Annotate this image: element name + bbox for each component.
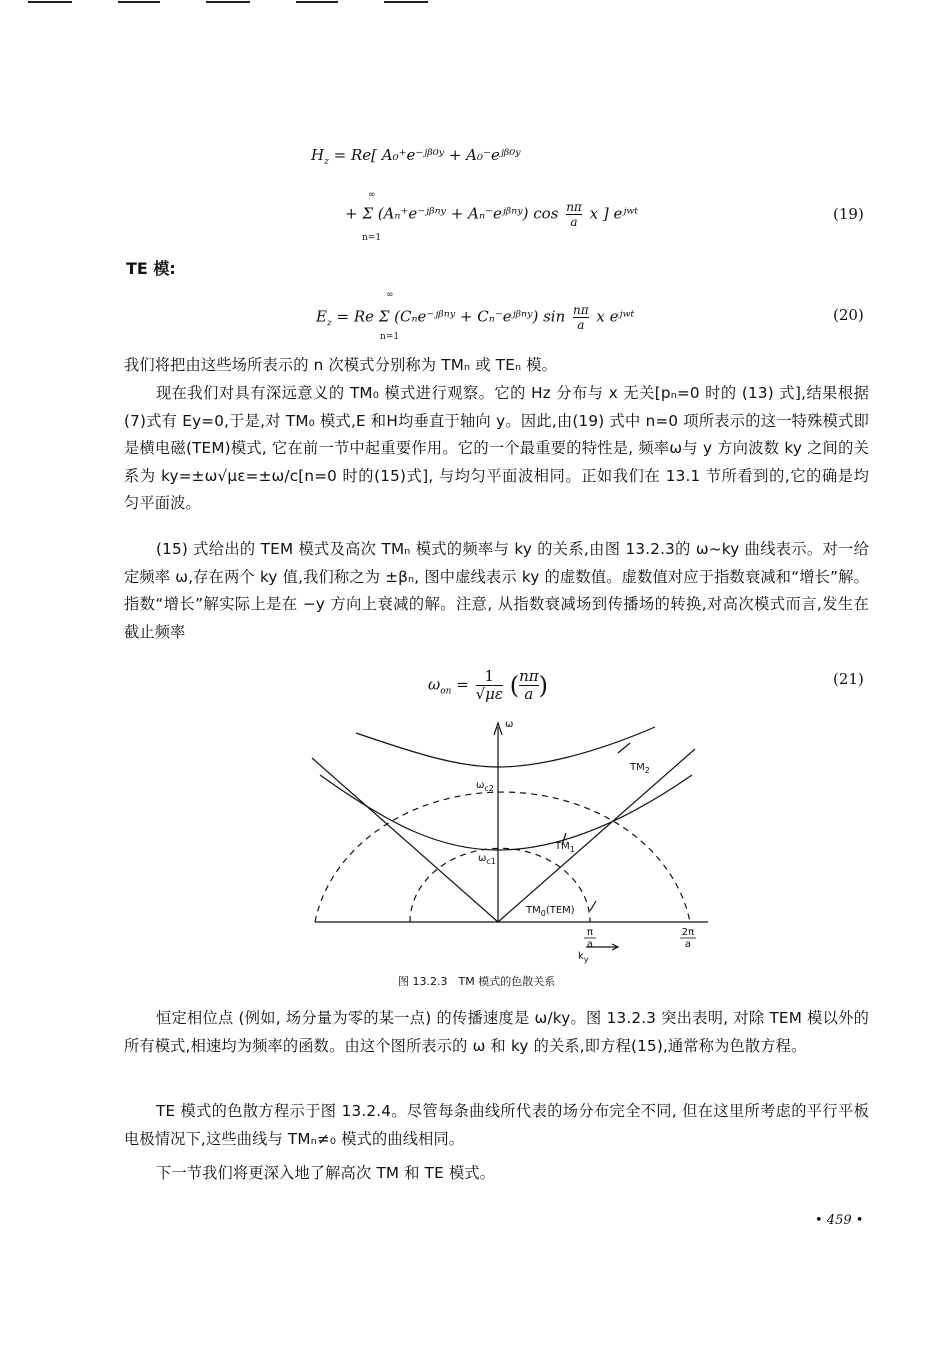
paragraph-6: 下一节我们将更深入地了解高次 TM 和 TE 模式。 bbox=[156, 1164, 496, 1182]
eq20-frac-den: a bbox=[577, 318, 585, 332]
ky-axis-label: $k_y$ bbox=[578, 951, 589, 964]
tm2-curve bbox=[356, 727, 655, 767]
omega-axis-label: ω bbox=[505, 719, 514, 730]
tm2-leader bbox=[618, 743, 630, 753]
tm0-label: $TM_0(TEM)$ bbox=[526, 905, 575, 918]
tick-2pi-over-a-den: a bbox=[684, 939, 692, 950]
page-top-rule bbox=[0, 0, 952, 6]
eq19-number: (19) bbox=[833, 205, 864, 223]
paragraph-4: 恒定相位点 (例如, 场分量为零的某一点) 的传播速度是 ω/ky。图 13.2.3 突出表明, 对除 TEM 模以外的所有模式,相速均为频率的函数。由这个图所表示的 ω 和 ky 的关系,即方程(15),通常称为色散方程。 bbox=[124, 1009, 869, 1055]
dispersion-figure bbox=[300, 715, 720, 965]
tm2-label: $TM_2$ bbox=[630, 762, 650, 775]
eq20-frac-num: nπ bbox=[573, 303, 589, 317]
tick-pi-over-a-den: a bbox=[586, 939, 594, 950]
eq21-paren-num: nπ bbox=[519, 667, 539, 685]
eq21-paren-den: a bbox=[524, 685, 534, 703]
tm0-leader bbox=[590, 901, 596, 911]
eq20-sum-bottom: n=1 bbox=[380, 332, 400, 342]
page-number: • 459 • bbox=[815, 1213, 864, 1228]
eq20-expr: = Re Σ (Cₙe⁻ʲᵝⁿʸ + Cₙ⁻eʲᵝⁿʸ) sin bbox=[336, 307, 566, 326]
tm1-label: $TM_1$ bbox=[555, 841, 575, 854]
te-mode-heading: TE 模: bbox=[126, 259, 176, 278]
eq21-number: (21) bbox=[833, 670, 864, 688]
eq19-frac-den: a bbox=[570, 215, 578, 229]
eq20-sum-top: ∞ bbox=[386, 290, 394, 300]
paragraph-3: (15) 式给出的 TEM 模式及高次 TMₙ 模式的频率与 ky 的关系,由图 13.2.3的 ω~ky 曲线表示。对一给定频率 ω,存在两个 ky 值,我们称之为 ±βₙ, 图中虚线表示 ky 的虚数值。虚数值对应于指数衰减和“增长”解。指数“增长”解实际上是在 −y 方向上衰减的解。注意, 从指数衰减场到传播场的转换,对高次模式而言,发生在截止频率 bbox=[124, 540, 869, 641]
eq21-den: √με bbox=[475, 685, 503, 703]
eq20-tail: x eʲʷᵗ bbox=[596, 307, 635, 326]
eq19-line1: = Re[ A₀⁺e⁻ʲᵝ⁰ʸ + A₀⁻eʲᵝ⁰ʸ bbox=[333, 146, 521, 164]
paragraph-2: 现在我们对具有深远意义的 TM₀ 模式进行观察。它的 Hz 分布与 x 无关[pₙ=0 时的 (13) 式],结果根据(7)式有 Ey=0,于是,对 TM₀ 模式,E 和H均垂直于轴向 y。因此,由(19) 式中 n=0 项所表示的这一特殊模式即是横电磁(TEM)模式, 它在前一节中起重要作用。它的一个最重要的特性是, 频率ω与 y 方向波数 ky 之间的关系为 ky=±ω√με=±ω/c[n=0 时的(15)式], 与均匀平面波相同。正如我们在 13.1 节所看到的,它的确是均匀平面波。 bbox=[124, 384, 869, 512]
omega-c2-label: $\omega_{c2}$ bbox=[476, 780, 494, 793]
tick-2pi-over-a-num: 2π bbox=[681, 927, 695, 938]
eq20-lhs: E bbox=[316, 307, 327, 326]
figure-caption: 图 13.2.3 TM 模式的色散关系 bbox=[398, 975, 556, 988]
eq19-line2: + Σ (Aₙ⁺e⁻ʲᵝⁿʸ + Aₙ⁻eʲᵝⁿʸ) cos bbox=[345, 204, 559, 223]
eq21-equals: = bbox=[456, 675, 469, 694]
tem-line-right bbox=[498, 749, 695, 922]
eq21-lhs: ω bbox=[428, 675, 441, 694]
eq19-sum-top: ∞ bbox=[368, 190, 376, 200]
eq19-line2-tail: x ] eʲʷᵗ bbox=[589, 204, 639, 223]
eq21-num: 1 bbox=[476, 668, 503, 686]
tm1-curve bbox=[320, 775, 692, 850]
eq19-lhs: H bbox=[311, 146, 325, 164]
eq19-frac-num: nπ bbox=[566, 200, 582, 214]
omega-c1-label: $\omega_{c1}$ bbox=[478, 853, 496, 866]
tick-pi-over-a-num: π bbox=[586, 927, 594, 938]
paragraph-5: TE 模式的色散方程示于图 13.2.4。尽管每条曲线所代表的场分布完全不同, 但在这里所考虑的平行平板电极情况下,这些曲线与 TMₙ≠₀ 模式的曲线相同。 bbox=[124, 1102, 869, 1148]
eq21-lhs-sub: on bbox=[440, 686, 452, 697]
tem-line-left bbox=[312, 758, 498, 922]
eq20-number: (20) bbox=[833, 306, 864, 324]
paragraph-1: 我们将把由这些场所表示的 n 次模式分别称为 TMₙ 或 TEₙ 模。 bbox=[124, 356, 558, 374]
imag-ky-curve-2 bbox=[315, 792, 690, 922]
eq19-sum-bottom: n=1 bbox=[362, 233, 382, 243]
